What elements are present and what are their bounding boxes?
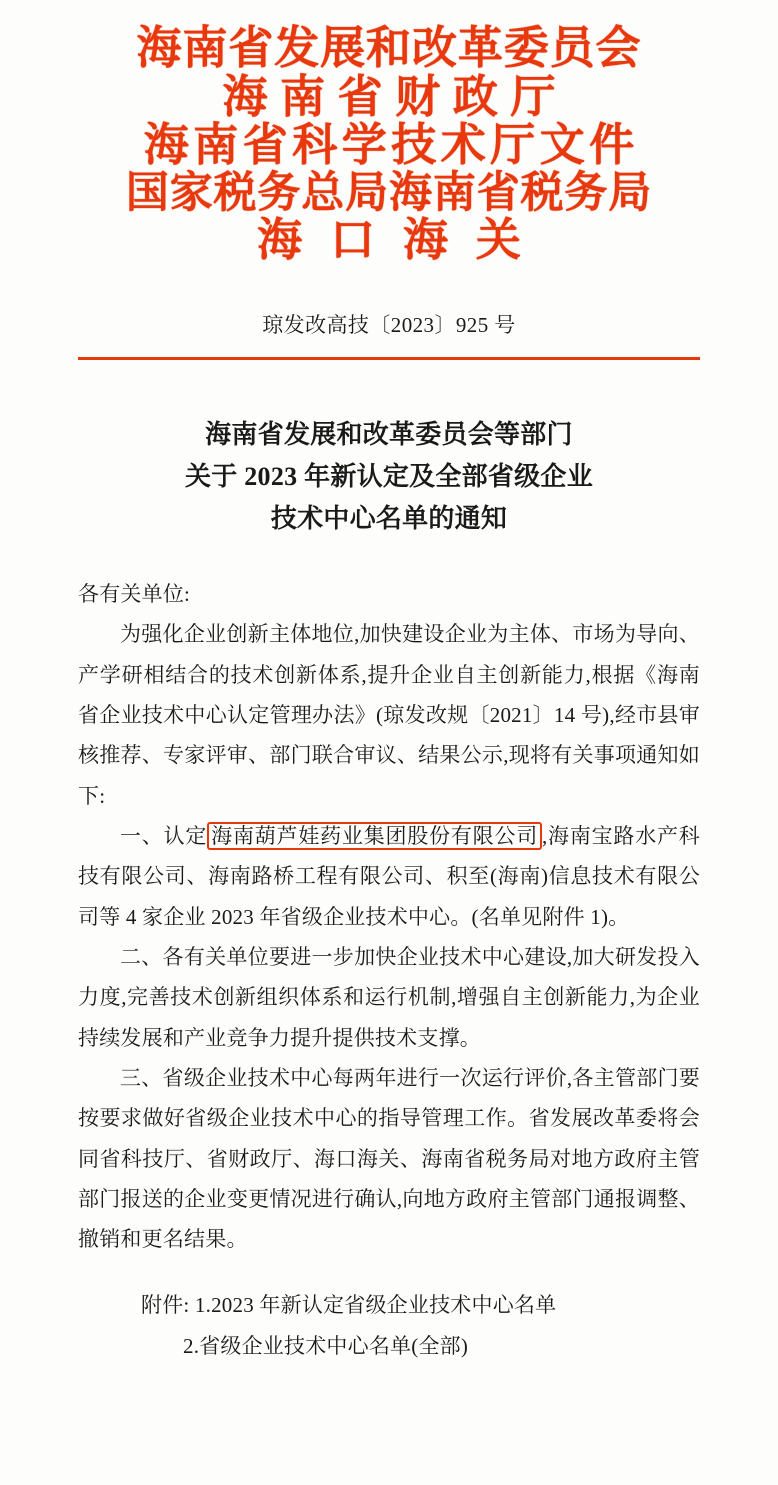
paragraph-intro: 为强化企业创新主体地位,加快建设企业为主体、市场为导向、产学研相结合的技术创新体系,提升企业自主创新能力,根据《海南省企业技术中心认定管理办法》(琼发改规〔2021〕14 号),经市县审核推荐、专家评审、部门联合审议、结果公示,现将有关事项通知如下: [78,622,700,808]
paragraph-item-1 [78,816,700,937]
letterhead-line-2: 海南省财政厅 [222,69,569,123]
document-number: 琼发改高技〔2023〕925 号 [262,312,516,337]
salutation: 各有关单位: [78,582,191,607]
document-title [78,414,700,540]
attachment-line-1: 附件: 1.2023 年新认定省级企业技术中心名单 [141,1293,557,1318]
letterhead [78,0,700,265]
item-1-suffix: ,海南宝路水产科技有限公司、海南路桥工程有限公司、积至(海南)信息技术有限公司等 4 家企业 2023 年省级企业技术中心。(名单见附件 1)。 [78,824,701,929]
letterhead-line-5: 海口海关 [257,213,549,267]
letterhead-line-4: 国家税务总局海南省税务局 [125,167,653,218]
letterhead-line-3: 海南省科学技术厅文件 [143,118,639,172]
red-divider-rule [78,357,700,360]
item-1-prefix: 一、认定 [120,824,208,849]
title-line-2: 关于 2023 年新认定及全部省级企业 [185,461,593,491]
attachment-line-2: 2.省级企业技术中心名单(全部) [183,1334,469,1359]
title-line-1: 海南省发展和改革委员会等部门 [205,419,573,449]
attachments [78,1285,700,1367]
letterhead-line-1: 海南省发展和改革委员会 [136,21,642,74]
highlighted-company-name: 海南葫芦娃药业集团股份有限公司 [207,822,542,850]
paragraph-item-3: 三、省级企业技术中心每两年进行一次运行评价,各主管部门要按要求做好省级企业技术中心的指导管理工作。省发展改革委将会同省科技厅、省财政厅、海口海关、海南省税务局对地方政府主管部门报送的企业变更情况进行确认,向地方政府主管部门通报调整、撤销和更名结果。 [78,1065,700,1252]
title-line-3: 技术中心名单的通知 [270,504,508,534]
document-body [78,574,700,1259]
paragraph-item-2: 二、各有关单位要进一步加快企业技术中心建设,加大研发投入力度,完善技术创新组织体系和运行机制,增强自主创新能力,为企业持续发展和产业竞争力提升提供技术支撑。 [78,944,700,1050]
